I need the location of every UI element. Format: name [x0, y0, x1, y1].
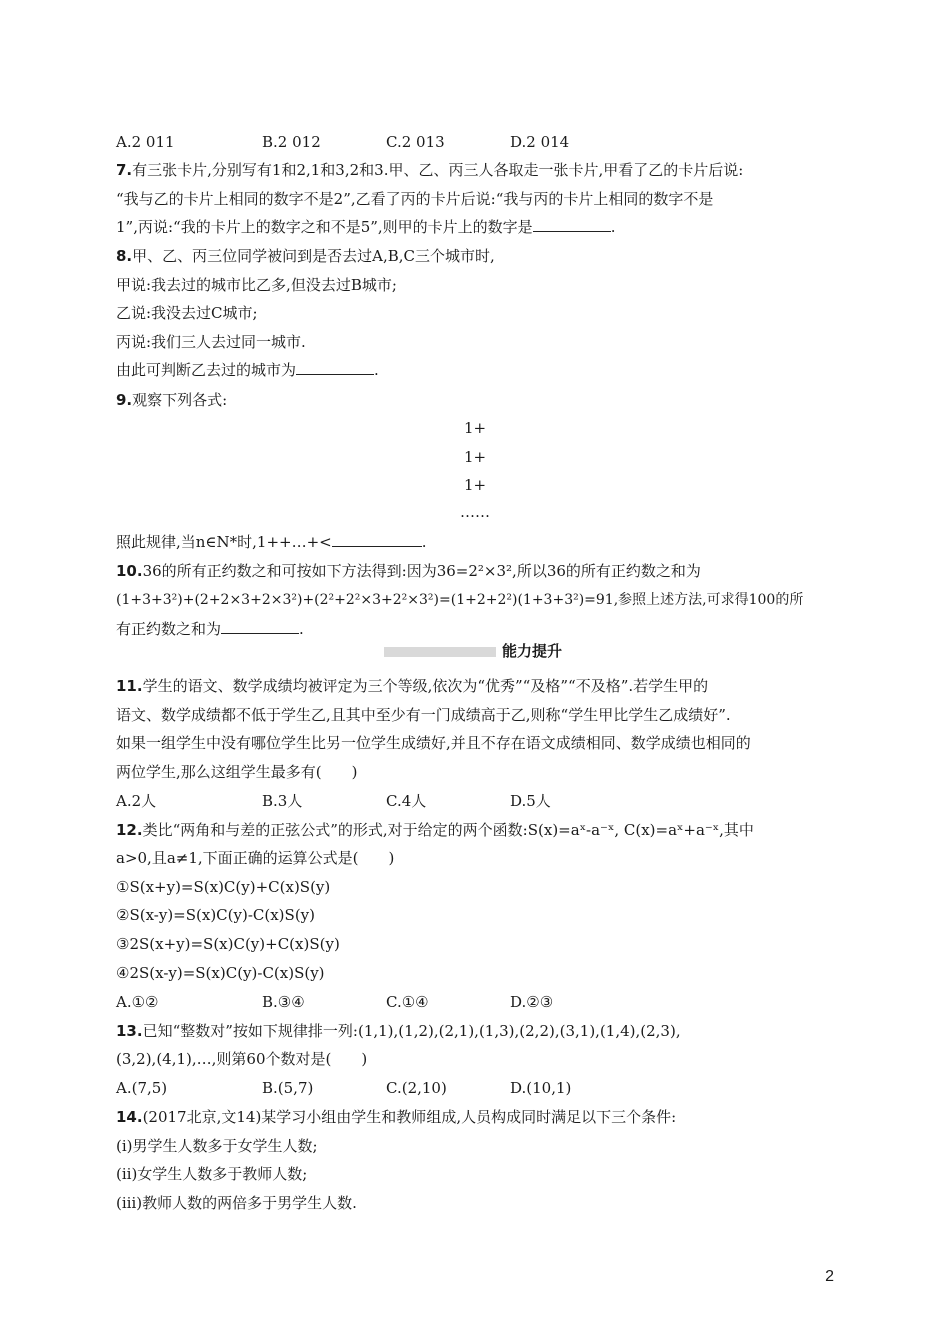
q14-condition-1: (ⅰ)男学生人数多于女学生人数; [116, 1137, 318, 1155]
q12-line-1: 12.类比“两角和与差的正弦公式”的形式,对于给定的两个函数:S(x)=aˣ-a⁻ˣ, C(x)=aˣ+a⁻ˣ,其中 [116, 821, 754, 839]
q11-line-3: 如果一组学生中没有哪位学生比另一位学生成绩好,并且不存在语文成绩相同、数学成绩也相同的 [116, 734, 751, 752]
q14-line-1: 14.(2017北京,文14)某学习小组由学生和教师组成,人员构成同时满足以下三个条件: [116, 1108, 677, 1126]
q8-line-1: 8.甲、乙、丙三位同学被问到是否去过A,B,C三个城市时, [116, 247, 495, 265]
q12-option-c: C.①④ [386, 993, 429, 1011]
q9-formula-1: 1+ [463, 419, 487, 437]
q12-option-b: B.③④ [262, 993, 305, 1011]
q6-option-a: A.2 011 [116, 133, 175, 151]
q11-option-b: B.3人 [262, 792, 303, 810]
q6-option-c: C.2 013 [386, 133, 445, 151]
q9-formula-3: 1+ [463, 476, 487, 494]
answer-blank [533, 217, 611, 232]
q13-option-c: C.(2,10) [386, 1079, 447, 1097]
q10-line-2: (1+3+3²)+(2+2×3+2×3²)+(2²+2²×3+2²×3²)=(1+2+2²)(1+3+3²)=91,参照上述方法,可求得100的所 [116, 592, 804, 608]
q11-line-1: 11.学生的语文、数学成绩均被评定为三个等级,依次为“优秀”“及格”“不及格”.若学生甲的 [116, 677, 709, 695]
q8-line-4: 丙说:我们三人去过同一城市. [116, 333, 306, 351]
q14-condition-2: (ⅱ)女学生人数多于教师人数; [116, 1165, 308, 1183]
q9-line-1: 9.观察下列各式: [116, 391, 228, 409]
q7-line-1: 7.有三张卡片,分别写有1和2,1和3,2和3.甲、乙、丙三人各取走一张卡片,甲看了乙的卡片后说: [116, 161, 744, 179]
q11-line-4: 两位学生,那么这组学生最多有( ) [116, 763, 358, 781]
q11-option-c: C.4人 [386, 792, 427, 810]
q13-option-d: D.(10,1) [510, 1079, 572, 1097]
q8-line-5: 由此可判断乙去过的城市为 . [116, 361, 379, 379]
question-number: 12. [116, 821, 143, 839]
q6-option-d: D.2 014 [510, 133, 570, 151]
question-number: 10. [116, 562, 143, 580]
q7-line-2: “我与乙的卡片上相同的数字不是2”,乙看了丙的卡片后说:“我与丙的卡片上相同的数字不是 [116, 190, 714, 208]
q12-item-1: ①S(x+y)=S(x)C(y)+C(x)S(y) [116, 878, 331, 896]
q11-option-a: A.2人 [116, 792, 157, 810]
answer-blank [296, 360, 374, 375]
section-header [384, 641, 562, 661]
q6-option-b: B.2 012 [262, 133, 321, 151]
q10-line-3: 有正约数之和为 . [116, 620, 304, 638]
question-number: 13. [116, 1022, 143, 1040]
section-bar [384, 647, 496, 657]
q8-line-3: 乙说:我没去过C城市; [116, 304, 258, 322]
question-number: 9. [116, 391, 133, 409]
question-number: 8. [116, 247, 133, 265]
q11-option-d: D.5人 [510, 792, 551, 810]
q13-line-2: (3,2),(4,1),…,则第60个数对是( ) [116, 1050, 368, 1068]
q10-line-1: 10.36的所有正约数之和可按如下方法得到:因为36=2²×3²,所以36的所有正约数之和为 [116, 562, 701, 580]
q11-line-2: 语文、数学成绩都不低于学生乙,且其中至少有一门成绩高于乙,则称“学生甲比学生乙成绩好”. [116, 706, 731, 724]
q14-condition-3: (ⅲ)教师人数的两倍多于男学生人数. [116, 1194, 357, 1212]
q12-item-3: ③2S(x+y)=S(x)C(y)+C(x)S(y) [116, 935, 340, 953]
q13-option-a: A.(7,5) [116, 1079, 168, 1097]
q12-option-d: D.②③ [510, 993, 554, 1011]
q12-option-a: A.①② [116, 993, 159, 1011]
page-number: 2 [825, 1268, 834, 1285]
q8-line-2: 甲说:我去过的城市比乙多,但没去过B城市; [116, 276, 397, 294]
q13-line-1: 13.已知“整数对”按如下规律排一列:(1,1),(1,2),(2,1),(1,3),(2,2),(3,1),(1,4),(2,3), [116, 1022, 681, 1040]
q9-formula-2: 1+ [463, 448, 487, 466]
q7-line-3: 1”,丙说:“我的卡片上的数字之和不是5”,则甲的卡片上的数字是 . [116, 218, 616, 236]
section-title: 能力提升 [502, 642, 563, 660]
q9-ellipsis: …… [460, 503, 490, 521]
question-number: 11. [116, 677, 143, 695]
answer-blank [221, 619, 299, 634]
q13-option-b: B.(5,7) [262, 1079, 314, 1097]
q12-item-4: ④2S(x-y)=S(x)C(y)-C(x)S(y) [116, 964, 325, 982]
q12-line-2: a>0,且a≠1,下面正确的运算公式是( ) [116, 849, 395, 867]
question-number: 14. [116, 1108, 143, 1126]
question-number: 7. [116, 161, 133, 179]
answer-blank [332, 532, 422, 547]
q12-item-2: ②S(x-y)=S(x)C(y)-C(x)S(y) [116, 906, 315, 924]
q9-final-line: 照此规律,当n∈N*时,1++…+< . [116, 533, 427, 551]
